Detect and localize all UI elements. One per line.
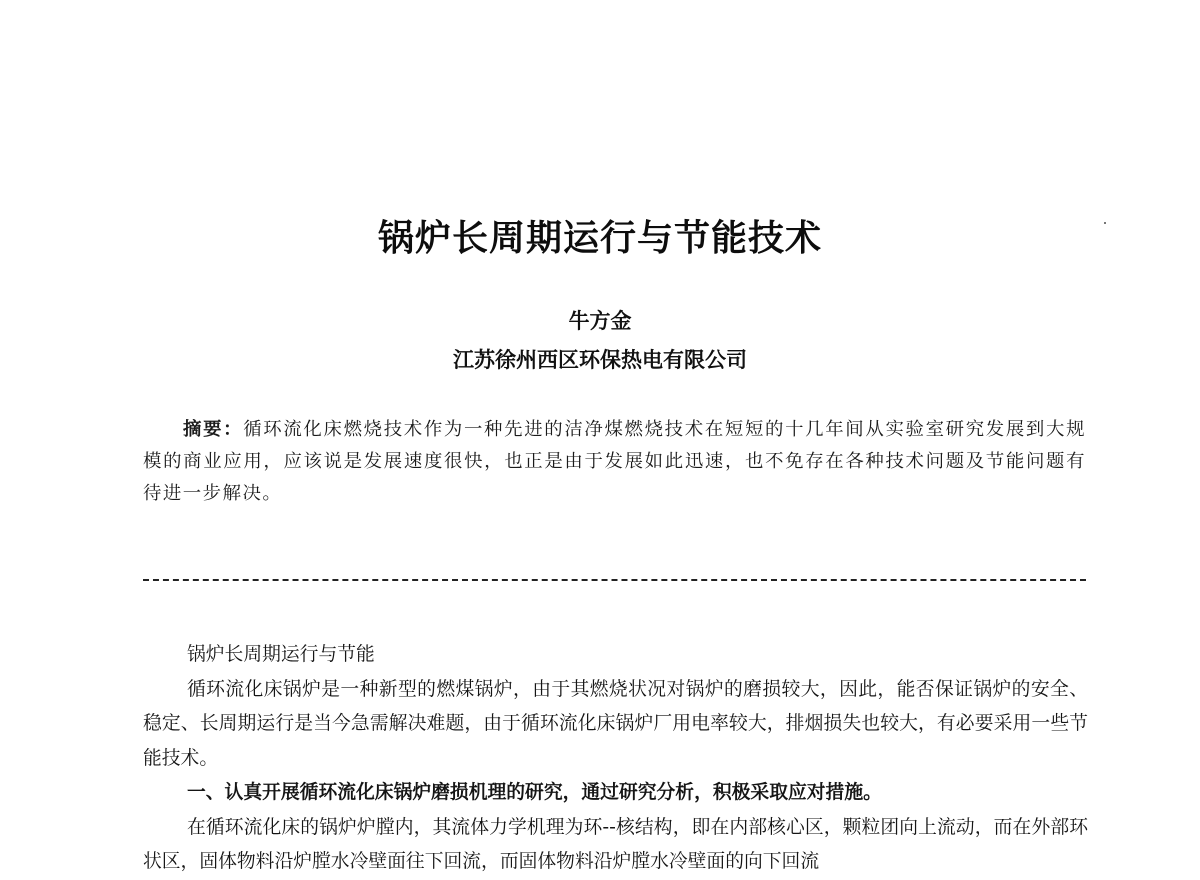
abstract (143, 414, 1086, 510)
abstract-label: 摘要 (183, 419, 224, 440)
author-affiliation: 江苏徐州西区环保热电有限公司 (453, 348, 747, 372)
section-title: 锅炉长周期运行与节能 (187, 644, 375, 665)
author-name: 牛方金 (568, 309, 632, 333)
scan-speck (1104, 222, 1106, 224)
body-paragraph: 循环流化床锅炉是一种新型的燃煤锅炉，由于其燃烧状况对锅炉的磨损较大，因此，能否保证锅炉的安全、稳定、长周期运行是当今急需解决难题，由于循环流化床锅炉厂用电率较大，排烟损失也较大，有必要采用一些节能技术。 (143, 678, 1088, 769)
abstract-separator: ： (223, 419, 244, 440)
section-divider (143, 579, 1086, 581)
body-text (143, 638, 1088, 880)
body-paragraph: 在循环流化床的锅炉炉膛内，其流体力学机理为环--核结构，即在内部核心区，颗粒团向上流动，而在外部环状区，固体物料沿炉膛水冷壁面往下回流，而固体物料沿炉膛水冷壁面的向下回流 (143, 816, 1088, 872)
paper-title: 锅炉长周期运行与节能技术 (377, 218, 822, 259)
abstract-text: 循环流化床燃烧技术作为一种先进的洁净煤燃烧技术在短短的十几年间从实验室研究发展到大规模的商业应用，应该说是发展速度很快，也正是由于发展如此迅速，也不免存在各种技术问题及节能问题有待进一步解决。 (143, 419, 1086, 504)
section-heading: 一、认真开展循环流化床锅炉磨损机理的研究，通过研究分析，积极采取应对措施。 (187, 782, 882, 803)
